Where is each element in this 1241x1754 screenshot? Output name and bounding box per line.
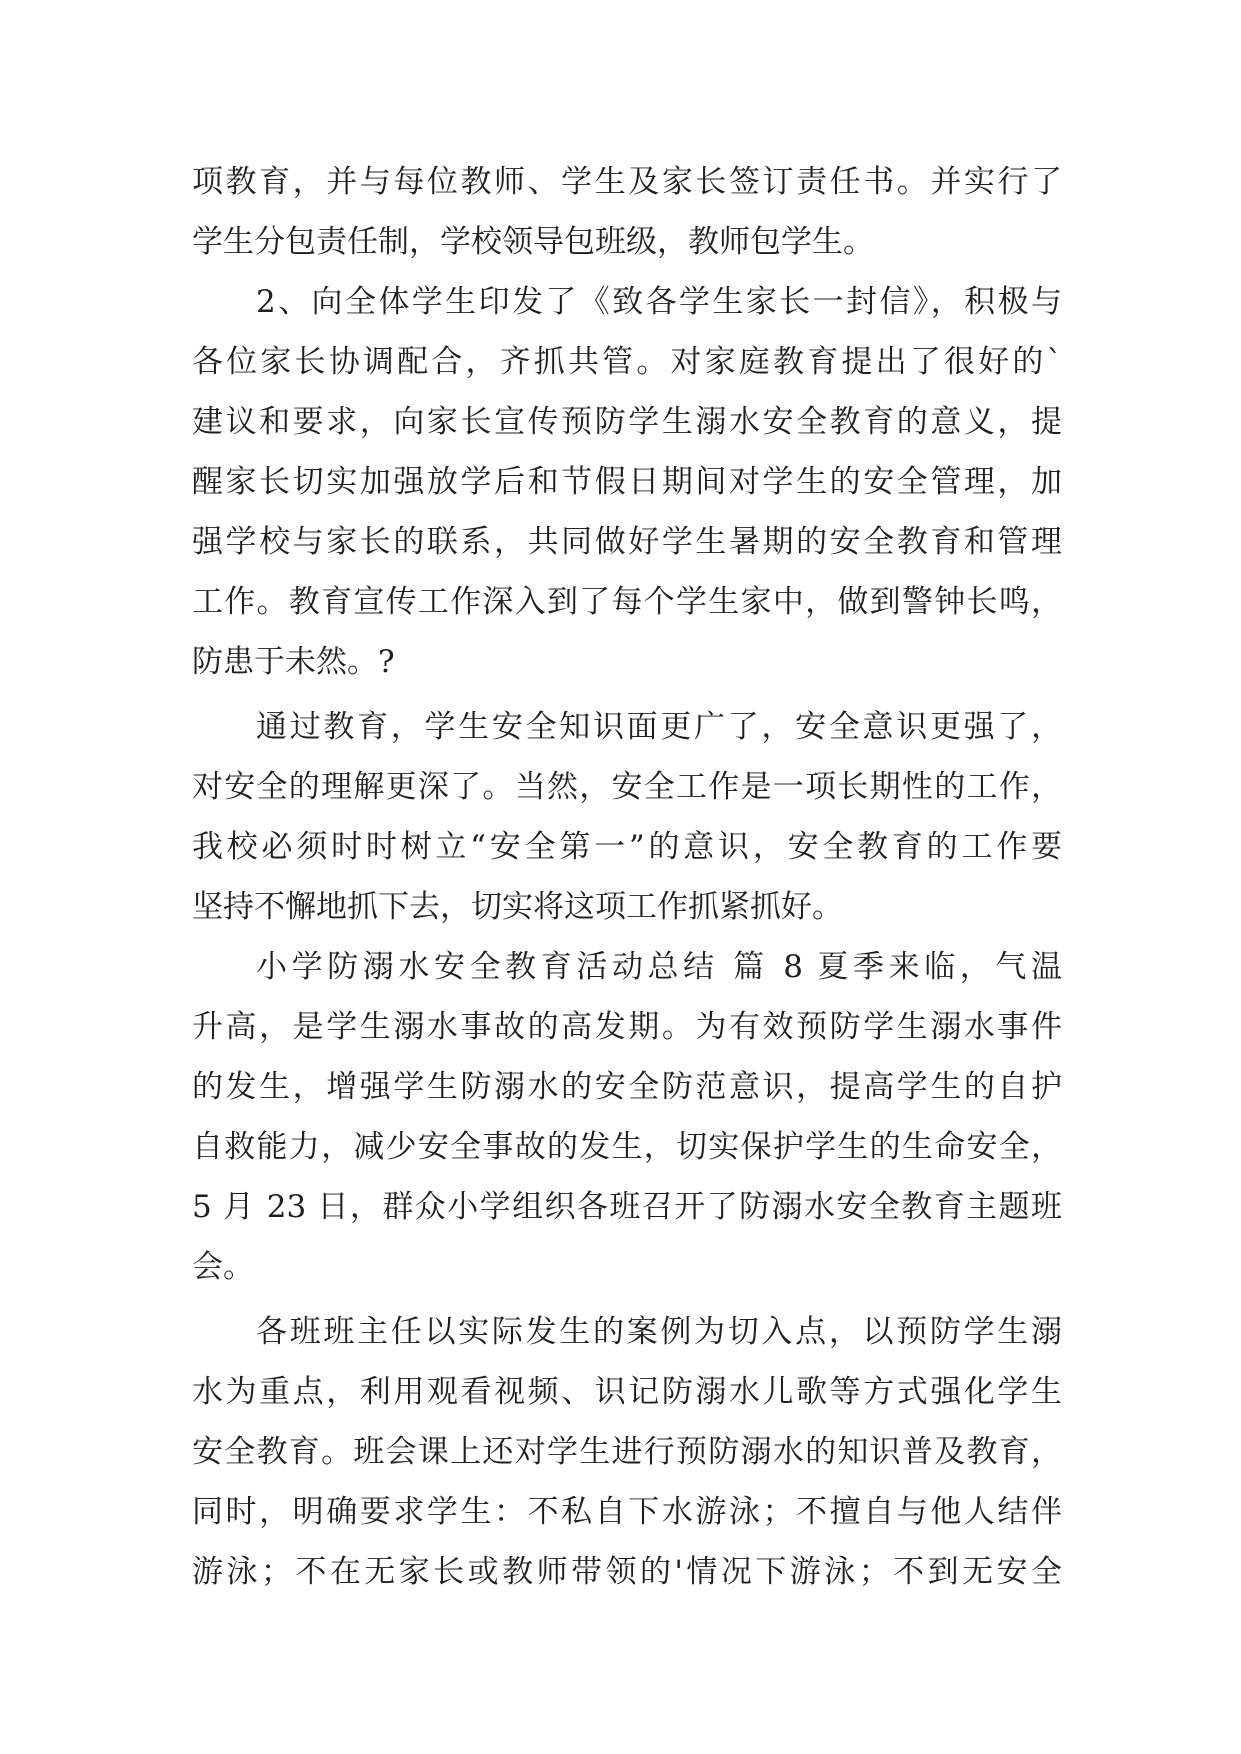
text-line: 学生分包责任制，学校领导包班级，教师包学生。 <box>192 224 874 260</box>
text-line: 的发生，增强学生防溺水的安全防范意识，提高学生的自护 <box>192 1069 1062 1105</box>
text-line: 游泳；不在无家长或教师带领的'情况下游泳；不到无安全 <box>192 1554 1062 1590</box>
text-line: 会。 <box>192 1249 254 1285</box>
text-line: 坚持不懈地抓下去，切实将这项工作抓紧抓好。 <box>192 889 843 925</box>
text-line: 自救能力，减少安全事故的发生，切实保护学生的生命安全， <box>192 1129 1062 1165</box>
text-line: 工作。教育宣传工作深入到了每个学生家中，做到警钟长鸣， <box>192 584 1062 620</box>
text-line: 建议和要求，向家长宣传预防学生溺水安全教育的意义，提 <box>192 404 1062 440</box>
text-line: 防患于未然。? <box>192 644 395 680</box>
text-line: 各位家长协调配合，齐抓共管。对家庭教育提出了很好的` <box>192 344 1062 380</box>
text-line: 各班班主任以实际发生的案例为切入点，以预防学生溺 <box>256 1314 1062 1350</box>
text-line: 同时，明确要求学生：不私自下水游泳；不擅自与他人结伴 <box>192 1494 1062 1530</box>
text-line: 强学校与家长的联系，共同做好学生暑期的安全教育和管理 <box>192 524 1062 560</box>
text-line: 项教育，并与每位教师、学生及家长签订责任书。并实行了 <box>192 164 1062 200</box>
text-line: 升高，是学生溺水事故的高发期。为有效预防学生溺水事件 <box>192 1009 1062 1045</box>
text-line: 醒家长切实加强放学后和节假日期间对学生的安全管理，加 <box>192 464 1062 500</box>
text-line: 5 月 23 日，群众小学组织各班召开了防溺水安全教育主题班 <box>192 1189 1062 1225</box>
text-line: 通过教育，学生安全知识面更广了，安全意识更强了， <box>256 709 1062 745</box>
text-line: 我校必须时时树立“安全第一”的意识，安全教育的工作要 <box>192 829 1062 865</box>
text-line: 安全教育。班会课上还对学生进行预防溺水的知识普及教育， <box>192 1434 1062 1470</box>
text-line: 水为重点，利用观看视频、识记防溺水儿歌等方式强化学生 <box>192 1374 1062 1410</box>
text-line: 2、向全体学生印发了《致各学生家长一封信》，积极与 <box>256 284 1062 320</box>
text-line: 对安全的理解更深了。当然，安全工作是一项长期性的工作， <box>192 769 1062 805</box>
section-heading-line: 小学防溺水安全教育活动总结 篇 8 夏季来临，气温 <box>256 949 1062 985</box>
